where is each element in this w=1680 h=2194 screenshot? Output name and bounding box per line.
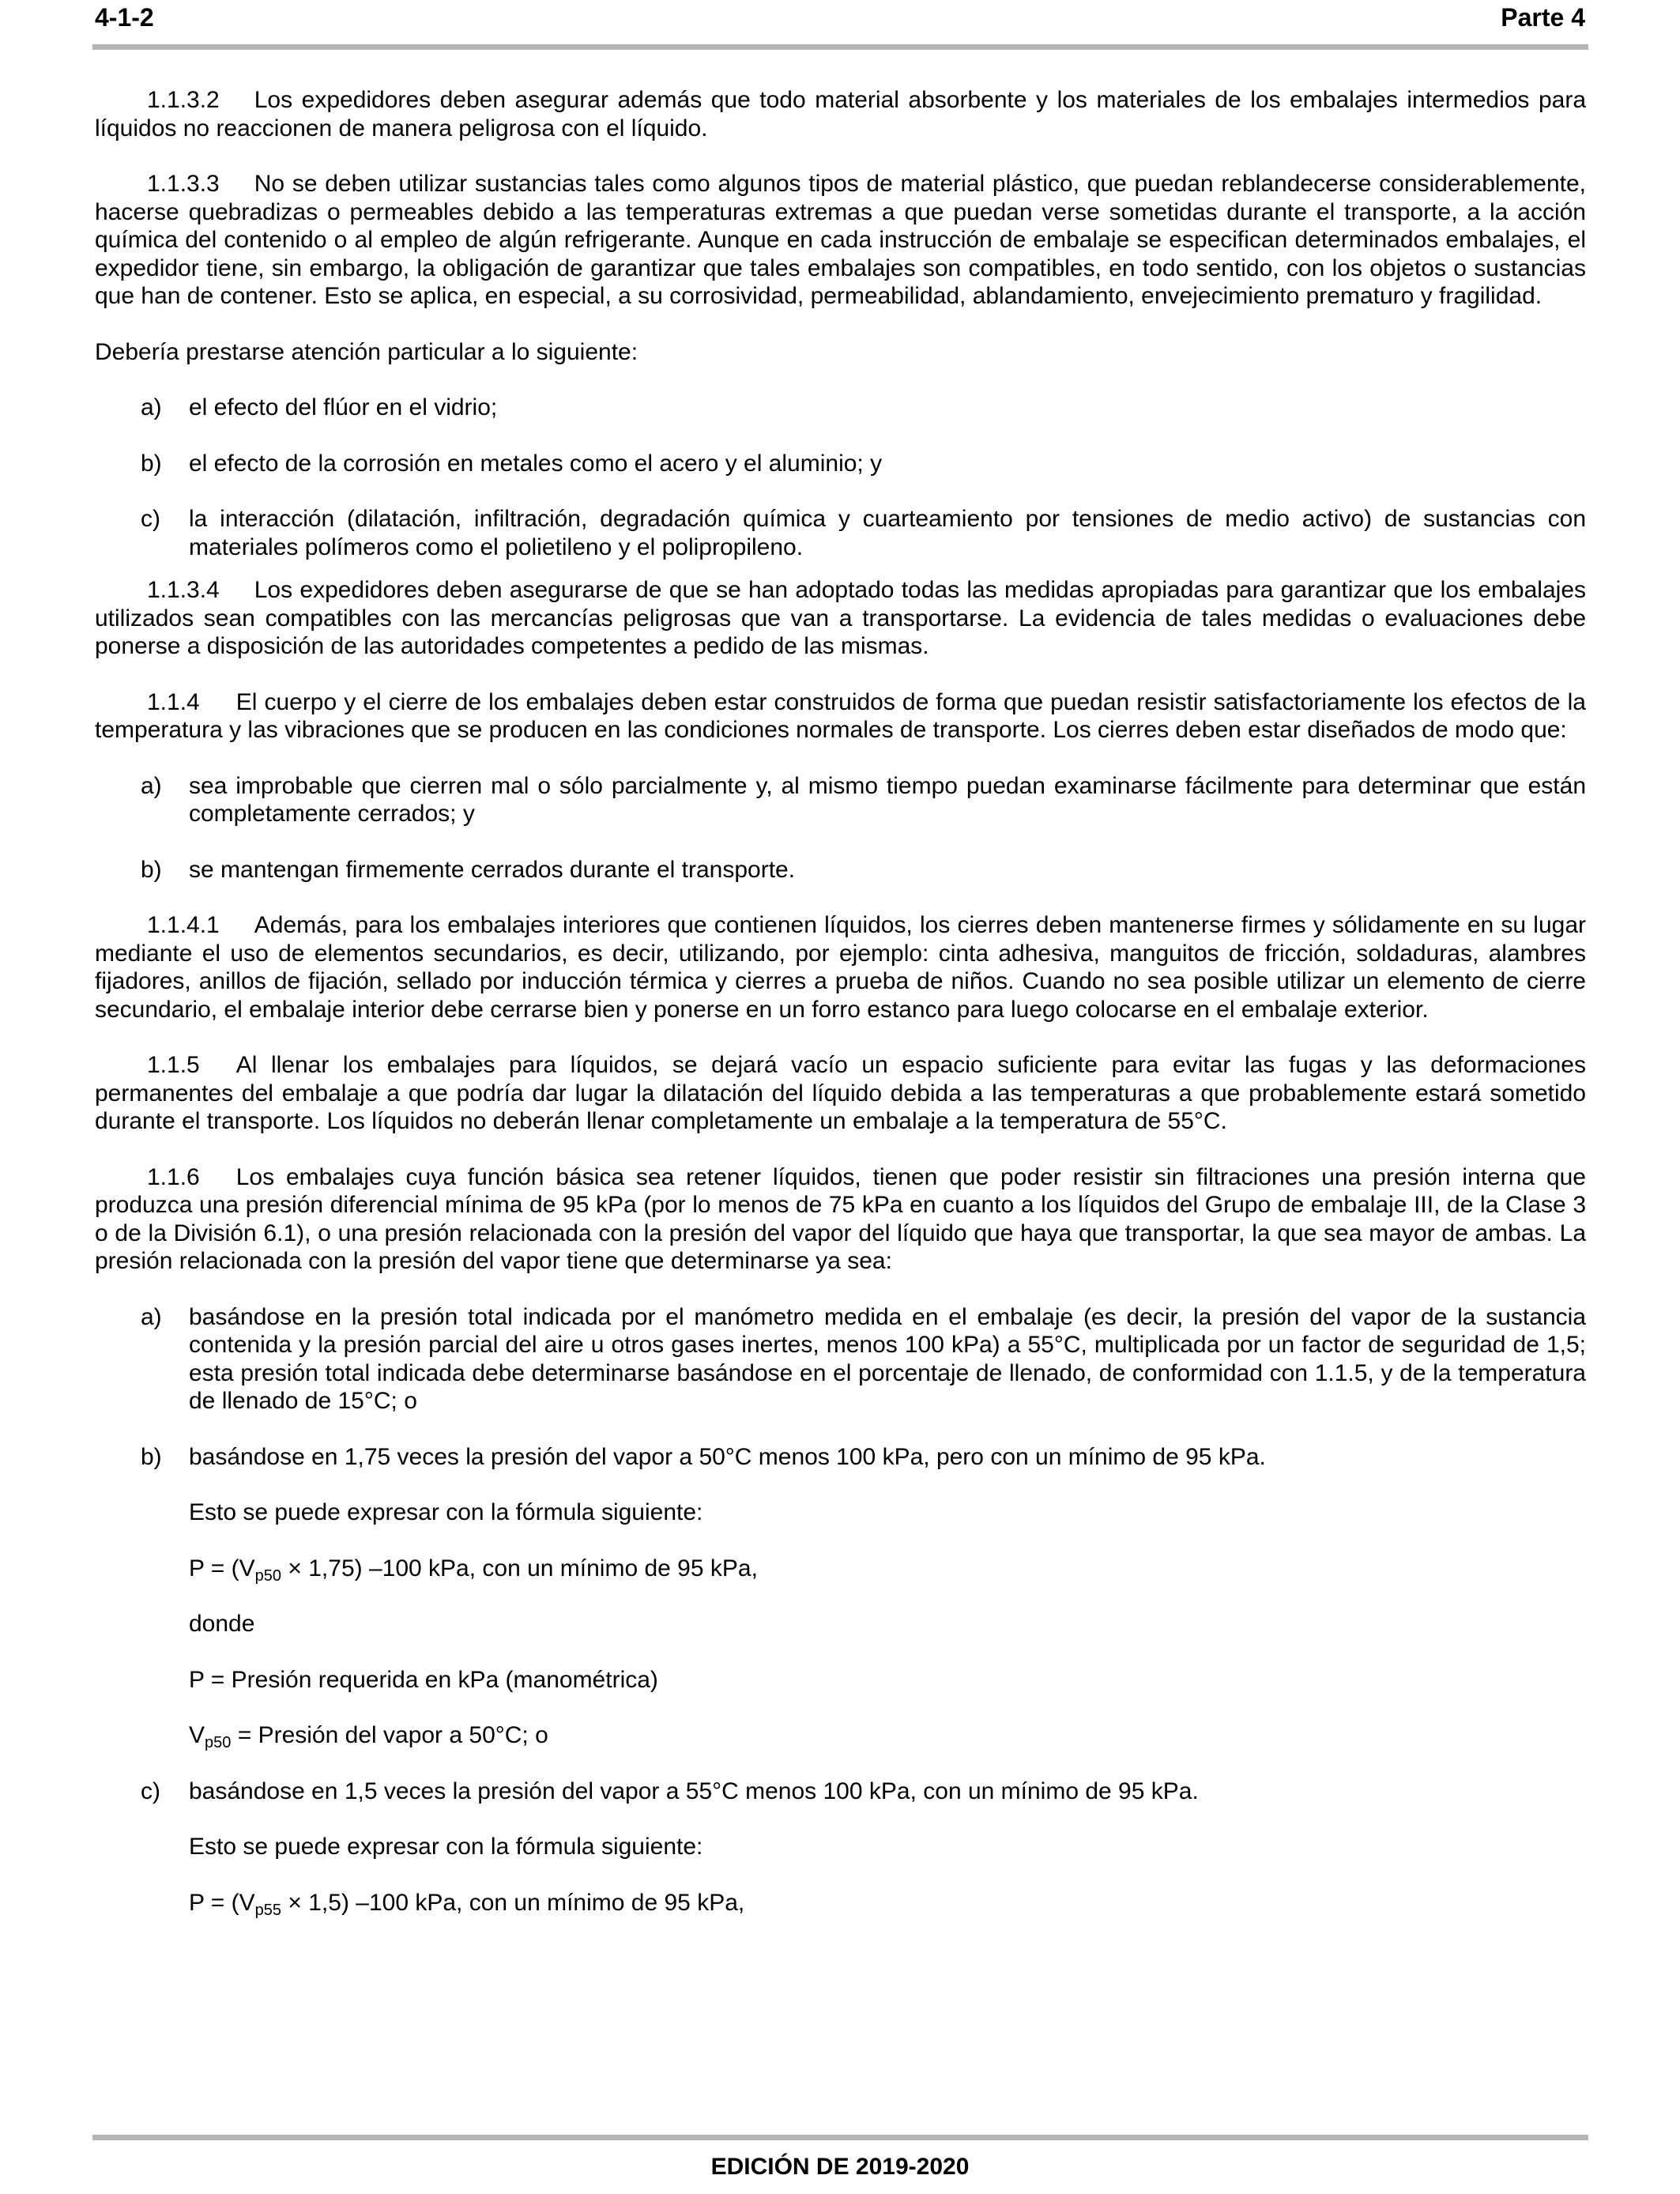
list-label: b) — [141, 1443, 162, 1470]
section-1-1-3-2 — [95, 86, 1586, 142]
list-text: sea improbable que cierren mal o sólo parcialmente y, al mismo tiempo puedan examinarse fácilmente para determinar que están completamente cerrados; y — [189, 772, 1586, 827]
attention-intro: Debería prestarse atención particular a lo siguiente: — [95, 338, 638, 365]
list-text: el efecto de la corrosión en metales como el acero y el aluminio; y — [189, 450, 883, 477]
section-number: 1.1.4 — [147, 688, 200, 715]
list-label: c) — [141, 506, 160, 532]
formula-part: P = (V — [189, 1555, 255, 1581]
edition-footer: EDICIÓN DE 2019-2020 — [710, 2154, 970, 2180]
list-item — [95, 856, 1586, 884]
section-number: 1.1.6 — [147, 1163, 200, 1190]
footer-rule — [92, 2135, 1588, 2140]
section-1-1-5 — [95, 1051, 1586, 1136]
definition-subscript: p50 — [205, 1734, 232, 1751]
part-label: Parte 4 — [1501, 3, 1585, 32]
list-item — [95, 1303, 1586, 1416]
list-item — [95, 505, 1586, 561]
section-1-1-3-4 — [95, 576, 1586, 661]
list-label: b) — [141, 856, 162, 883]
list-label: a) — [141, 772, 162, 799]
section-1-1-3-3 — [95, 170, 1586, 311]
header-rule — [92, 44, 1588, 50]
formula-intro: Esto se puede expresar con la fórmula siguiente: — [189, 1499, 703, 1525]
formula-subscript: p55 — [254, 1901, 282, 1919]
formula-intro: Esto se puede expresar con la fórmula siguiente: — [189, 1834, 703, 1860]
list-item — [95, 394, 1586, 422]
definition-part: V — [189, 1722, 205, 1748]
list-item — [95, 1443, 1586, 1472]
section-number: 1.1.5 — [147, 1052, 200, 1078]
section-text: No se deben utilizar sustancias tales como algunos tipos de material plástico, que puedan reblandecerse considerablemente, hacerse quebradizas o permeables debido a las temperaturas extremas a que puedan verse sometidas durante el transporte, a la acción química del contenido o al empleo de algún refrigerante. Aunque en cada instrucción de embalaje se especifican determinados embalajes, el expedidor tiene, sin embargo, la obligación de garantizar que tales embalajes son compatibles, en todo sentido, con los objetos o sustancias que han de contener. Esto se aplica, en especial, a su corrosividad, permeabilidad, ablandamiento, envejecimiento prematuro y fragilidad. — [95, 171, 1586, 309]
formula — [95, 1555, 1586, 1583]
section-text: Al llenar los embalajes para líquidos, se dejará vacío un espacio suficiente para evitar las fugas y las deformaciones permanentes del embalaje a que podría dar lugar la dilatación del líquido debida a las temperaturas a que probablemente estará sometido durante el transporte. Los líquidos no deberán llenar completamente un embalaje a la temperatura de 55°C. — [95, 1052, 1586, 1134]
section-text: Los embalajes cuya función básica sea retener líquidos, tienen que poder resistir sin filtraciones una presión interna que produzca una presión diferencial mínima de 95 kPa (por lo menos de 75 kPa en cuanto a los líquidos del Grupo de embalaje III, de la Clase 3 o de la División 6.1), o una presión relacionada con la presión del vapor del líquido que haya que transportar, la que sea mayor de ambas. La presión relacionada con la presión del vapor tiene que determinarse ya sea: — [95, 1163, 1586, 1274]
list-item — [95, 1777, 1586, 1806]
definition-part: = Presión del vapor a 50°C; o — [231, 1722, 548, 1748]
formula — [95, 1889, 1586, 1917]
list-text: el efecto del flúor en el vidrio; — [189, 394, 498, 420]
section-number: 1.1.4.1 — [147, 912, 220, 938]
section-text: Los expedidores deben asegurarse de que se han adoptado todas las medidas apropiadas para garantizar que los embalajes utilizados sean compatibles con las mercancías peligrosas que van a transportarse. La evidencia de tales medidas o evaluaciones debe ponerse a disposición de las autoridades competentes a pedido de las mismas. — [95, 577, 1586, 659]
formula-subscript: p50 — [254, 1566, 282, 1585]
section-1-1-4-1 — [95, 911, 1586, 1023]
section-number: 1.1.3.4 — [147, 577, 220, 603]
section-text: Además, para los embalajes interiores que contienen líquidos, los cierres deben mantenerse firmes y sólidamente en su lugar mediante el uso de elementos secundarios, es decir, utilizando, por ejemplo: cinta adhesiva, manguitos de fricción, soldaduras, alambres fijadores, anillos de fijación, sellado por inducción térmica y cierres a prueba de niños. Cuando no sea posible utilizar un elemento de cierre secundario, el embalaje interior debe cerrarse bien y ponerse en un forro estanco para luego colocarse en el embalaje exterior. — [95, 912, 1586, 1023]
list-item — [95, 450, 1586, 478]
page-number: 4-1-2 — [95, 3, 154, 32]
definition-v — [95, 1721, 1586, 1750]
section-number: 1.1.3.2 — [147, 87, 220, 113]
list-text: basándose en 1,5 veces la presión del vapor a 55°C menos 100 kPa, con un mínimo de 95 kPa. — [189, 1777, 1199, 1804]
section-1-1-6 — [95, 1163, 1586, 1276]
formula-part: × 1,75) –100 kPa, con un mínimo de 95 kPa, — [281, 1555, 758, 1581]
list-label: a) — [141, 1303, 162, 1330]
formula-part: P = (V — [189, 1889, 255, 1916]
formula-part: × 1,5) –100 kPa, con un mínimo de 95 kPa, — [281, 1889, 745, 1916]
list-item — [95, 772, 1586, 828]
section-text: Los expedidores deben asegurar además que todo material absorbente y los materiales de los embalajes intermedios para líquidos no reaccionen de manera peligrosa con el líquido. — [95, 87, 1586, 141]
list-label: a) — [141, 394, 162, 420]
section-number: 1.1.3.3 — [147, 171, 220, 197]
list-text: basándose en la presión total indicada por el manómetro medida en el embalaje (es decir, la presión del vapor de la sustancia contenida y la presión parcial del aire u otros gases inertes, menos 100 kPa) a 55°C, multiplicada por un factor de seguridad de 1,5; esta presión total indicada debe determinarse basándose en el porcentaje de llenado, de conformidad con 1.1.5, y de la temperatura de llenado de 15°C; o — [189, 1303, 1586, 1414]
section-1-1-4 — [95, 688, 1586, 745]
list-text: se mantengan firmemente cerrados durante el transporte. — [189, 856, 796, 883]
section-text: El cuerpo y el cierre de los embalajes deben estar construidos de forma que puedan resistir satisfactoriamente los efectos de la temperatura y las vibraciones que se producen en las condiciones normales de transporte. Los cierres deben estar diseñados de modo que: — [95, 688, 1586, 743]
list-text: basándose en 1,75 veces la presión del vapor a 50°C menos 100 kPa, pero con un mínimo de 95 kPa. — [189, 1443, 1266, 1470]
list-label: c) — [141, 1777, 160, 1804]
donde-label: donde — [189, 1611, 255, 1637]
definition-p: P = Presión requerida en kPa (manométrica) — [189, 1666, 658, 1693]
list-label: b) — [141, 450, 162, 477]
document-body — [95, 86, 1586, 1944]
list-text: la interacción (dilatación, infiltración, degradación química y cuarteamiento por tensiones de medio activo) de sustancias con materiales polímeros como el polietileno y el polipropileno. — [189, 506, 1586, 560]
